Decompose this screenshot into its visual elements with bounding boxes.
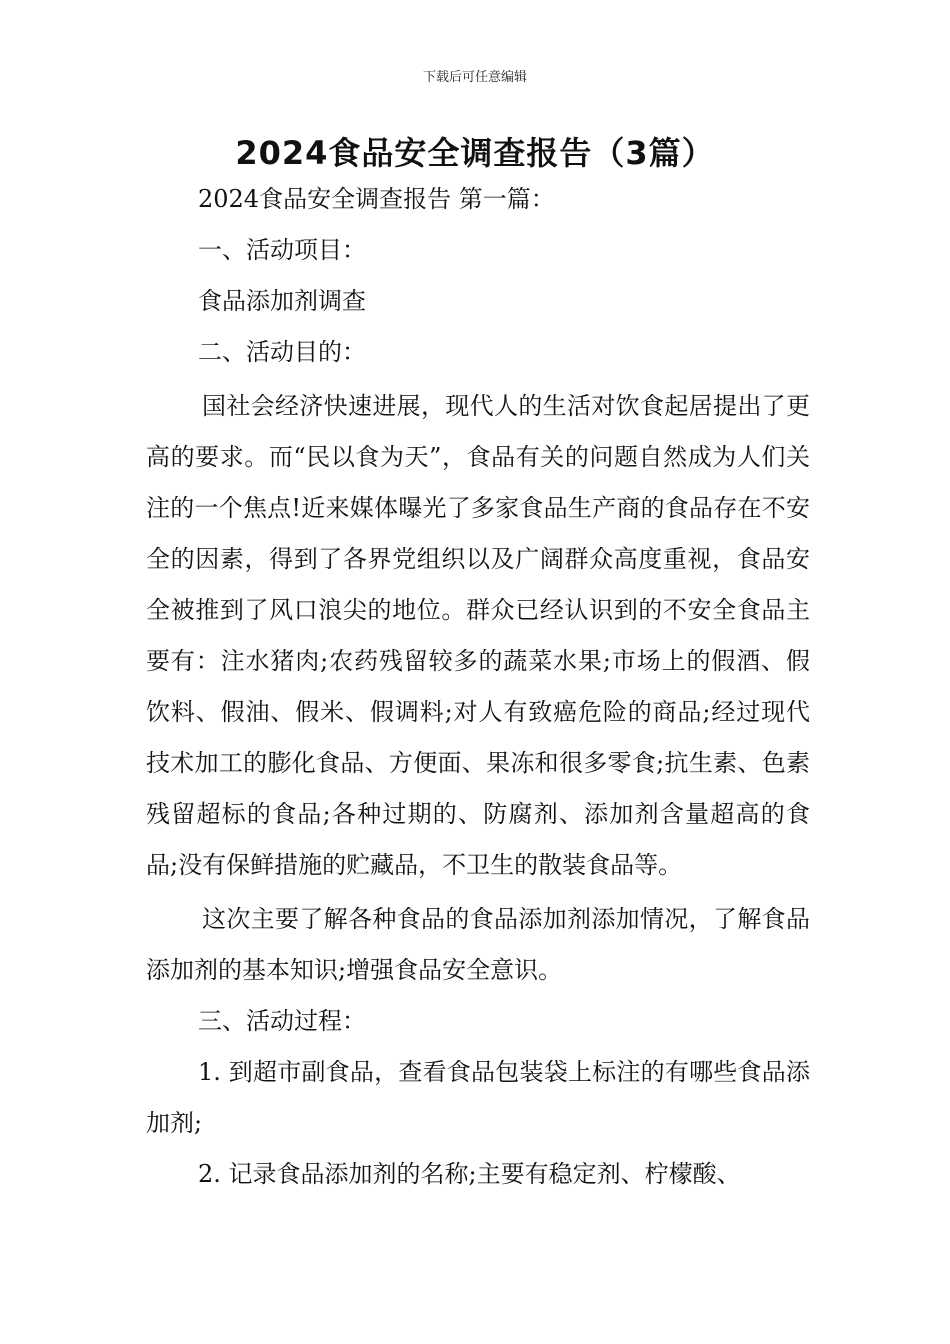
page-header-note: 下载后可任意编辑	[422, 70, 527, 85]
document-title: 2024食品安全调查报告（3篇）	[235, 134, 715, 172]
process-step-2: 2. 记录食品添加剂的名称;主要有稳定剂、柠檬酸、	[198, 1160, 741, 1188]
document-subtitle: 2024食品安全调查报告 第一篇：	[198, 185, 555, 213]
purpose-paragraph-2: 这次主要了解各种食品的食品添加剂添加情况，了解食品添加剂的基本知识;增强食品安全意识。	[146, 905, 810, 984]
section-2-heading: 二、活动目的：	[198, 338, 366, 366]
section-1-heading: 一、活动项目：	[198, 236, 366, 264]
section-3-heading: 三、活动过程：	[198, 1007, 366, 1035]
document-body	[146, 174, 810, 1200]
process-step-1: 1. 到超市副食品，查看食品包装袋上标注的有哪些食品添加剂;	[146, 1058, 810, 1137]
section-1-content: 食品添加剂调查	[198, 287, 366, 315]
purpose-paragraph-1: 国社会经济快速进展，现代人的生活对饮食起居提出了更高的要求。而“民以食为天”，食品有关的问题自然成为人们关注的一个焦点!近来媒体曝光了多家食品生产商的食品存在不安全的因素，得到了各界党组织以及广阔群众高度重视，食品安全被推到了风口浪尖的地位。群众已经认识到的不安全食品主要有：注水猪肉;农药残留较多的蔬菜水果;市场上的假酒、假饮料、假油、假米、假调料;对人有致癌危险的商品;经过现代技术加工的膨化食品、方便面、果冻和很多零食;抗生素、色素残留超标的食品;各种过期的、防腐剂、添加剂含量超高的食品;没有保鲜措施的贮藏品，不卫生的散装食品等。	[146, 392, 810, 879]
